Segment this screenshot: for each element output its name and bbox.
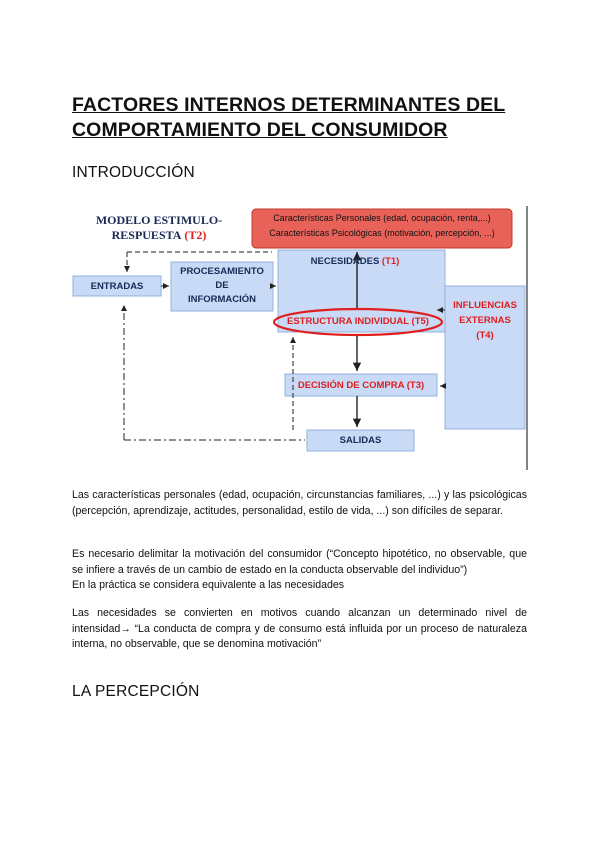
paragraph-equivalence: En la práctica se considera equivalente a las necesidades <box>72 579 345 591</box>
paragraph-characteristics: Las características personales (edad, ocupación, circunstancias familiares, ...) y las psicológicas (percepción, aprendizaje, actitudes, personalidad, estilo de vida, ...) son difíciles de separar. <box>72 489 527 517</box>
influencias-label-2: EXTERNAS <box>459 314 511 326</box>
estructura-label: ESTRUCTURA INDIVIDUAL (T5) <box>287 315 429 327</box>
salidas-label: SALIDAS <box>339 435 382 446</box>
section-heading-percepcion: LA PERCEPCIÓN <box>72 683 200 700</box>
model-subtitle: RESPUESTA (T2) <box>111 228 207 242</box>
entradas-label: ENTRADAS <box>90 280 144 292</box>
model-title: MODELO ESTIMULO- <box>95 212 223 227</box>
paragraph-motivation: Es necesario delimitar la motivación del consumidor (“Concepto hipotético, no observable, que se infiere a través de un cambio de estado en la conducta observable del individuo”) <box>72 548 527 576</box>
procesamiento-label-3: INFORMACIÓN <box>187 293 257 305</box>
characteristics-psychological: Características Psicológicas (motivación, percepción, ...) <box>269 228 495 238</box>
characteristics-personal: Características Personales (edad, ocupación, renta,...) <box>273 213 491 223</box>
paragraph-needs: Las necesidades se convierten en motivos cuando alcanzan un determinado nivel de intensidad→ “La conducta de compra y de consumo está influida por un proceso de naturaleza interna, no observable, que se denomina motivación” <box>72 607 527 650</box>
section-heading-introduccion: INTRODUCCIÓN <box>72 164 195 181</box>
procesamiento-label-2: DE <box>215 279 229 291</box>
page-title: FACTORES INTERNOS DETERMINANTES DEL COMPORTAMIENTO DEL CONSUMIDOR <box>72 94 506 141</box>
procesamiento-label-1: PROCESAMIENTO <box>180 265 264 277</box>
influencias-label-1: INFLUENCIAS <box>453 299 517 311</box>
influencias-tag: (T4) <box>476 329 494 341</box>
decision-label: DECISIÓN DE COMPRA (T3) <box>297 379 425 391</box>
necesidades-label: NECESIDADES (T1) <box>310 255 400 267</box>
